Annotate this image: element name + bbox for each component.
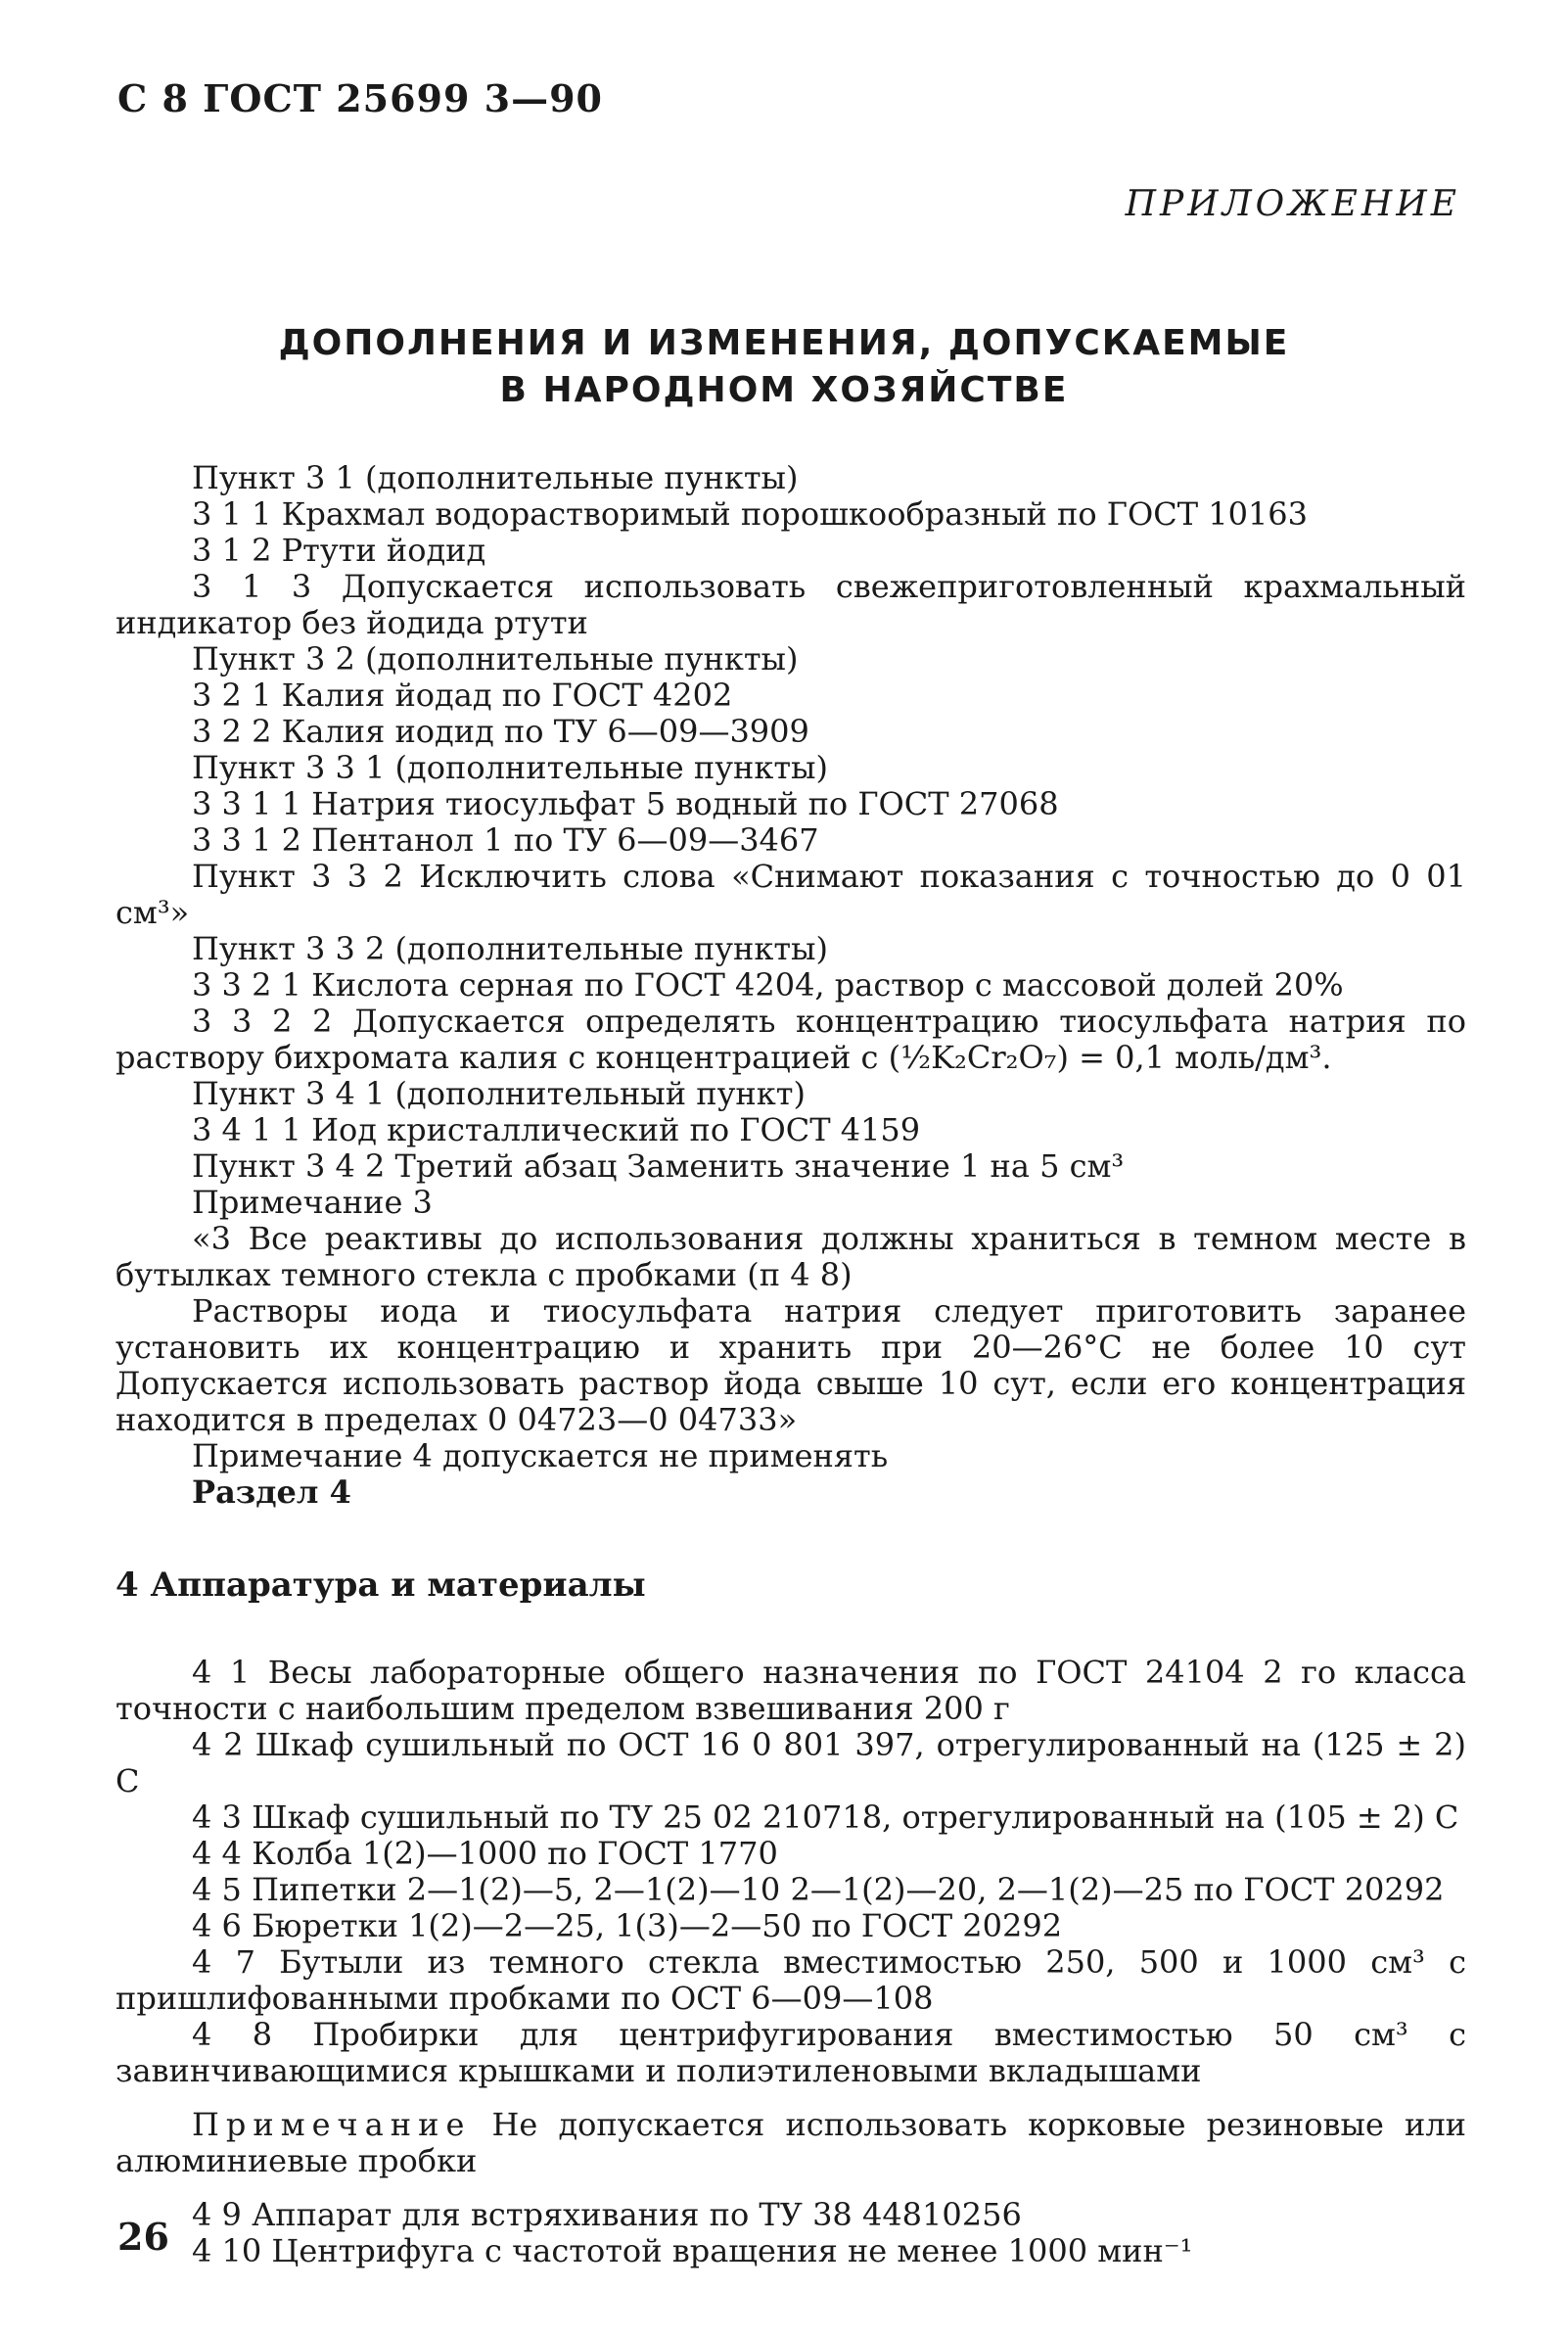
note-label: Примечание [192, 2106, 472, 2143]
text-line: Пункт 3 4 1 (дополнительный пункт) [192, 1075, 806, 1112]
text-line: 3 1 3 Допускается использовать свежеприготовленный крахмальный индикатор без йодида ртути [115, 568, 1466, 641]
list-item: 4 2 Шкаф сушильный по ОСТ 16 0 801 397, отрегулированный на (125 ± 2) С [115, 1726, 1466, 1799]
list-item: 4 3 Шкаф сушильный по ТУ 25 02 210718, отрегулированный на (105 ± 2) С [192, 1799, 1459, 1836]
list-item: 4 8 Пробирки для центрифугирования вместимостью 50 см³ с завинчивающимися крышками и полиэтиленовыми вкладышами [115, 2016, 1466, 2089]
document-title-line-1: ДОПОЛНЕНИЯ И ИЗМЕНЕНИЯ, ДОПУСКАЕМЫЕ [278, 323, 1290, 363]
text-line: Пункт 3 3 2 Исключить слова «Снимают показания с точностью до 0 01 см³» [115, 858, 1466, 931]
text-line: Пункт 3 3 2 (дополнительные пункты) [192, 930, 828, 967]
page-header: С 8 ГОСТ 25699 3—90 [117, 76, 603, 120]
list-item: 4 4 Колба 1(2)—1000 по ГОСТ 1770 [192, 1835, 778, 1872]
appendix-label: ПРИЛОЖЕНИЕ [1125, 184, 1460, 224]
section-reference: Раздел 4 [192, 1473, 351, 1511]
text-line: 3 4 1 1 Иод кристаллический по ГОСТ 4159 [192, 1111, 921, 1148]
text-line: 3 3 2 1 Кислота серная по ГОСТ 4204, раствор с массовой долей 20% [192, 966, 1344, 1004]
text-line: Пункт 3 3 1 (дополнительные пункты) [192, 749, 828, 786]
text-line: 3 2 1 Калия йодад по ГОСТ 4202 [192, 677, 733, 714]
text-line: Примечание 4 допускается не применять [192, 1437, 889, 1474]
text-line: 3 2 2 Калия иодид по ТУ 6—09—3909 [192, 713, 809, 750]
document-body [115, 460, 1466, 2269]
text-line: 3 1 2 Ртути йодид [192, 532, 486, 569]
text-line: Пункт 3 2 (дополнительные пункты) [192, 640, 799, 677]
text-line: Пункт 3 1 (дополнительные пункты) [192, 459, 799, 496]
page-number: 26 [117, 2215, 169, 2259]
list-item: 4 6 Бюретки 1(2)—2—25, 1(3)—2—50 по ГОСТ 20292 [192, 1907, 1063, 1944]
text-line: Пункт 3 4 2 Третий абзац Заменить значение 1 на 5 см³ [192, 1147, 1125, 1185]
equipment-list [115, 1655, 1466, 2269]
list-item: 4 7 Бутыли из темного стекла вместимостью 250, 500 и 1000 см³ с пришлифованными пробками по ОСТ 6—09—108 [115, 1943, 1466, 2017]
text-line: Растворы иода и тиосульфата натрия следует приготовить заранее установить их концентрацию и хранить при 20—26°С не более 10 сут Допускается использовать раствор йода свыше 10 сут, если его концентрация находится в пределах 0 04723—0 04733» [115, 1292, 1466, 1438]
text-line: 3 1 1 Крахмал водорастворимый порошкообразный по ГОСТ 10163 [192, 495, 1309, 533]
note [115, 2107, 1466, 2179]
text-line: Примечание 3 [192, 1184, 433, 1221]
text-line: «3 Все реактивы до использования должны храниться в темном месте в бутылках темного стекла с пробками (п 4 8) [115, 1220, 1466, 1293]
list-item: 4 10 Центрифуга с частотой вращения не менее 1000 мин⁻¹ [192, 2232, 1193, 2269]
text-line: 3 3 1 2 Пентанол 1 по ТУ 6—09—3467 [192, 821, 819, 859]
list-item: 4 1 Весы лабораторные общего назначения по ГОСТ 24104 2 го класса точности с наибольшим пределом взвешивания 200 г [115, 1654, 1466, 1727]
list-item: 4 9 Аппарат для встряхивания по ТУ 38 44810256 [192, 2196, 1022, 2233]
section-title: 4 Аппаратура и материалы [115, 1565, 646, 1605]
text-line: 3 3 2 2 Допускается определять концентрацию тиосульфата натрия по раствору бихромата калия с концентрацией с (½K₂Cr₂O₇) = 0,1 моль/дм³. [115, 1003, 1466, 1076]
note-text: Не допускается использовать корковые резиновые или алюминиевые пробки [115, 2106, 1466, 2179]
list-item: 4 5 Пипетки 2—1(2)—5, 2—1(2)—10 2—1(2)—20, 2—1(2)—25 по ГОСТ 20292 [192, 1871, 1445, 1908]
document-title-line-2: В НАРОДНОМ ХОЗЯЙСТВЕ [499, 370, 1069, 410]
text-line: 3 3 1 1 Натрия тиосульфат 5 водный по ГОСТ 27068 [192, 785, 1059, 822]
